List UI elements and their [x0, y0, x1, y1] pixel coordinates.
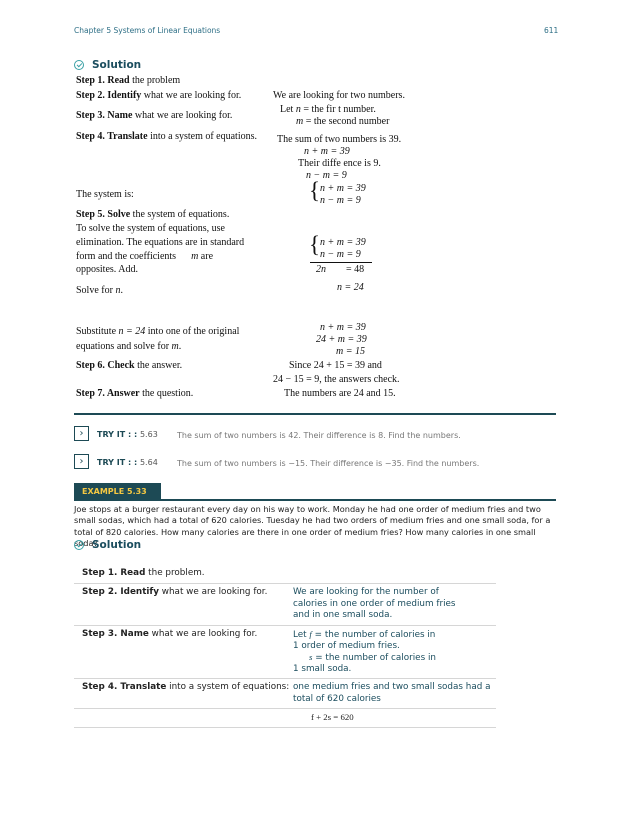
step-6-right-2: 24 − 15 = 9, the answers check.	[273, 374, 400, 385]
row-divider	[74, 583, 496, 584]
step-4-right-2: n + m = 39	[304, 146, 350, 157]
try-it-text: The sum of two numbers is 42. Their difference is 8. Find the numbers.	[177, 431, 461, 440]
step-5-text-1: To solve the system of equations, use	[76, 223, 225, 234]
step-3-right-4: 1 small soda.	[293, 663, 352, 674]
check-circle-icon	[74, 540, 84, 550]
row-divider	[74, 625, 496, 626]
step-2-right-1: We are looking for the number of	[293, 587, 439, 597]
system-label: The system is:	[76, 189, 134, 200]
row-divider	[74, 678, 496, 679]
step-2-right-3: and in one small soda.	[293, 610, 393, 620]
step-5: Step 5. Solve the system of equations.	[76, 209, 230, 220]
row-divider	[74, 708, 496, 709]
step-3-right-3: s = the number of calories in	[309, 652, 436, 663]
step-4: Step 4. Translate into a system of equations.	[76, 131, 258, 142]
step-5-text-4: opposites. Add.	[76, 264, 138, 275]
n-result: n = 24	[337, 282, 364, 293]
elim-eq-2: n − m = 9	[320, 249, 361, 260]
sub-eq-1: n + m = 39	[320, 322, 366, 333]
chapter-header: Chapter 5 Systems of Linear Equations	[74, 26, 221, 35]
equation: f + 2s = 620	[311, 712, 354, 722]
try-it-label[interactable]: TRY IT : : 5.63	[97, 430, 158, 439]
system-eq-1: n + m = 39	[320, 183, 366, 194]
step-6: Step 6. Check the answer.	[76, 360, 183, 371]
step-3-right-2: 1 order of medium fries.	[293, 640, 400, 651]
step-3: Step 3. Name what we are looking for.	[82, 629, 258, 639]
step-4-right-2: total of 620 calories	[293, 693, 381, 704]
sum-rule	[310, 262, 372, 263]
step-2: Step 2. Identify what we are looking for.	[82, 587, 268, 597]
chevron-right-icon[interactable]: ›	[74, 454, 89, 469]
solution-heading: Solution	[92, 539, 142, 551]
step-2: Step 2. Identify what we are looking for.	[76, 90, 242, 101]
chevron-right-icon[interactable]: ›	[74, 426, 89, 441]
example-text: Joe stops at a burger restaurant every day on his way to work. Monday he had one order of medium fries and two small sodas, which had a total of 620 calories. Tuesday he had two orders of medium fries and one small soda, for a total of 820 calories. How many calories are there in one order of medium fries? How many calories in one small soda?	[74, 504, 551, 548]
step-3-right-1: Let f = the number of calories in	[293, 629, 436, 640]
step-1: Step 1. Read the problem.	[82, 568, 205, 578]
sum-left: 2n	[316, 264, 326, 275]
step-6-right-1: Since 24 + 15 = 39 and	[289, 360, 382, 371]
row-divider	[74, 727, 496, 728]
substitute-text-2: equations and solve for m.	[76, 341, 182, 352]
try-it-text: The sum of two numbers is −15. Their difference is −35. Find the numbers.	[177, 459, 480, 468]
step-7-right: The numbers are 24 and 15.	[284, 388, 396, 399]
step-4-right-1: one medium fries and two small sodas had a	[293, 682, 491, 692]
brace-symbol: {	[309, 232, 321, 257]
example-tag: EXAMPLE 5.33	[74, 483, 161, 500]
step-1: Step 1. Read the problem	[76, 75, 181, 86]
step-2-right-2: calories in one order of medium fries	[293, 598, 456, 609]
sum-right: = 48	[346, 264, 365, 275]
step-4-right-3: Their diffe ence is 9.	[298, 158, 381, 169]
sub-eq-2: 24 + m = 39	[316, 334, 367, 345]
step-3-right-1: Let n = the fir t number.	[280, 104, 376, 115]
step-4-right-4: n − m = 9	[306, 170, 347, 181]
step-2-right: We are looking for two numbers.	[273, 90, 405, 101]
example-rule	[74, 499, 556, 501]
page-number: 611	[544, 26, 559, 35]
step-3: Step 3. Name what we are looking for.	[76, 110, 233, 121]
section-divider	[74, 413, 556, 415]
step-5-text-2: elimination. The equations are in standard	[76, 237, 245, 248]
step-5-text-3: form and the coefficients m are	[76, 251, 214, 262]
step-4: Step 4. Translate into a system of equations:	[82, 682, 290, 692]
step-4-right-1: The sum of two numbers is 39.	[277, 134, 402, 145]
step-3-right-2: m = the second number	[296, 116, 390, 127]
brace-symbol: {	[309, 178, 321, 203]
check-circle-icon	[74, 60, 84, 70]
elim-eq-1: n + m = 39	[320, 237, 366, 248]
try-it-label[interactable]: TRY IT : : 5.64	[97, 458, 158, 467]
system-eq-2: n − m = 9	[320, 195, 361, 206]
solution-heading: Solution	[92, 59, 142, 71]
sub-eq-3: m = 15	[336, 346, 365, 357]
solve-for-n: Solve for n.	[76, 285, 123, 296]
substitute-text-1: Substitute n = 24 into one of the original	[76, 326, 240, 337]
step-7: Step 7. Answer the question.	[76, 388, 194, 399]
